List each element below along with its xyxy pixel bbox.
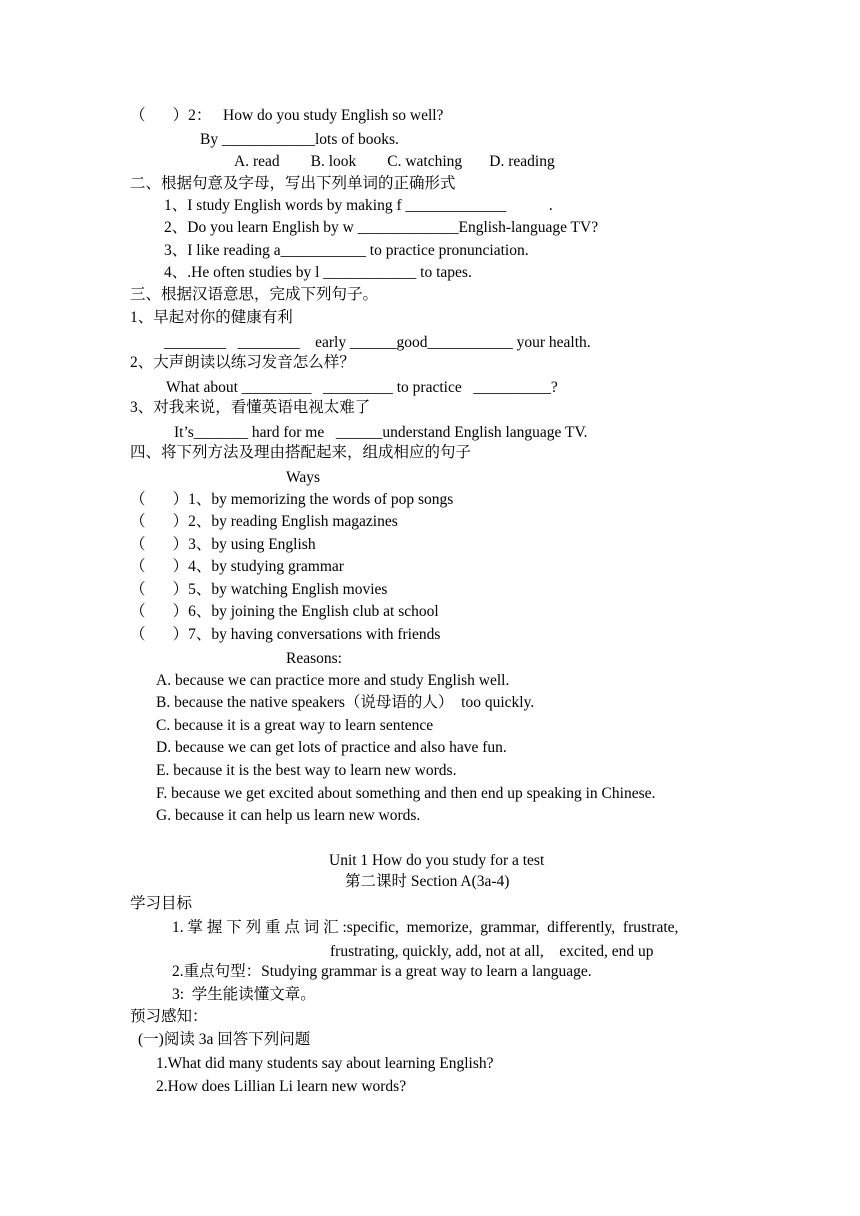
ways-item-1: （ ）1、by memorizing the words of pop songs xyxy=(130,491,454,508)
unit-title: Unit 1 How do you study for a test xyxy=(329,852,545,869)
section-3-answer-2: What about _________ _________ to practice __________? xyxy=(166,379,558,396)
section-2-item-2: 2、Do you learn English by w _____________English-language TV? xyxy=(164,219,599,236)
ways-item-5: （ ）5、by watching English movies xyxy=(130,581,388,598)
ways-item-2: （ ）2、by reading English magazines xyxy=(130,513,398,530)
reason-d: D. because we can get lots of practice and also have fun. xyxy=(156,739,507,756)
section-3-answer-1: ________ ________ early ______good___________ your health. xyxy=(164,334,591,351)
reason-b: B. because the native speakers（说母语的人） too quickly. xyxy=(156,694,535,711)
ways-item-3: （ ）3、by using English xyxy=(130,536,316,553)
ways-heading: Ways xyxy=(286,469,321,486)
learning-goals-heading: 学习目标 xyxy=(130,895,193,912)
ways-item-4: （ ）4、by studying grammar xyxy=(130,558,344,575)
learning-goal-3: 3: 学生能读懂文章。 xyxy=(172,986,316,1003)
preview-heading: 预习感知： xyxy=(130,1008,208,1025)
reason-a: A. because we can practice more and study English well. xyxy=(156,672,510,689)
section-3-heading: 三、根据汉语意思，完成下列句子。 xyxy=(130,286,379,303)
section-2-item-1: 1、I study English words by making f _____________ . xyxy=(164,197,553,214)
section-3-prompt-2: 2、大声朗读以练习发音怎么样？ xyxy=(130,354,355,371)
section-4-heading: 四、将下列方法及理由搭配起来，组成相应的句子 xyxy=(130,444,472,461)
ways-item-6: （ ）6、by joining the English club at school xyxy=(130,603,439,620)
learning-goal-2: 2.重点句型：Studying grammar is a great way to learn a language. xyxy=(172,963,592,980)
section-3-prompt-1: 1、早起对你的健康有利 xyxy=(130,309,293,326)
reason-c: C. because it is a great way to learn sentence xyxy=(156,717,434,734)
reason-e: E. because it is the best way to learn new words. xyxy=(156,762,457,779)
learning-goal-1-cont: frustrating, quickly, add, not at all, excited, end up xyxy=(330,943,654,960)
reason-g: G. because it can help us learn new words. xyxy=(156,807,421,824)
lesson-subtitle: 第二课时 Section A(3a-4) xyxy=(345,873,510,890)
section-2-item-3: 3、I like reading a___________ to practice pronunciation. xyxy=(164,242,529,259)
reasons-heading: Reasons: xyxy=(286,650,342,667)
ways-item-7: （ ）7、by having conversations with friends xyxy=(130,626,441,643)
question-2: （ ）2： How do you study English so well? xyxy=(130,107,444,124)
section-2-item-4: 4、.He often studies by l ____________ to tapes. xyxy=(164,264,472,281)
question-2-sentence: By ____________lots of books. xyxy=(200,131,399,148)
reason-f: F. because we get excited about something and then end up speaking in Chinese. xyxy=(156,785,656,802)
reading-question-2: 2.How does Lillian Li learn new words? xyxy=(156,1078,407,1095)
section-3-answer-3: It’s_______ hard for me ______understand English language TV. xyxy=(174,424,588,441)
section-2-heading: 二、根据句意及字母，写出下列单词的正确形式 xyxy=(130,175,456,192)
learning-goal-1: 1. 掌 握 下 列 重 点 词 汇 :specific, memorize, grammar, differently, frustrate, xyxy=(172,919,679,936)
section-3-prompt-3: 3、对我来说，看懂英语电视太难了 xyxy=(130,399,371,416)
question-2-options: A. read B. look C. watching D. reading xyxy=(234,153,555,170)
reading-task-heading: (一)阅读 3a 回答下列问题 xyxy=(138,1031,311,1048)
reading-question-1: 1.What did many students say about learning English? xyxy=(156,1055,494,1072)
